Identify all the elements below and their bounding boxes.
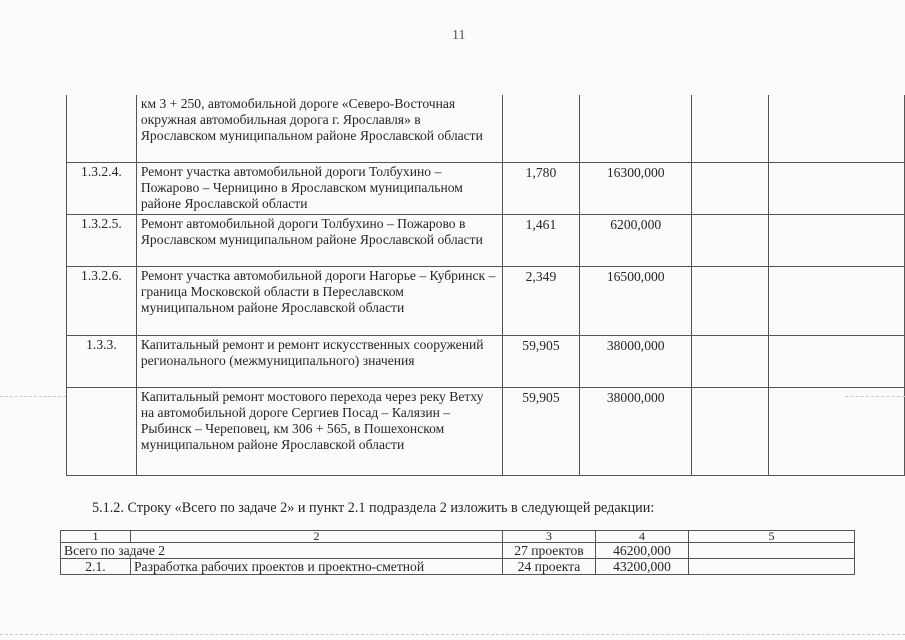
row-number xyxy=(67,387,137,475)
total-projects: 27 проектов xyxy=(503,543,596,559)
page-number: 11 xyxy=(452,28,466,43)
row-name: Ремонт автомобильной дороги Толбухино – Пожарово в Ярославском муниципальном районе Ярославской области xyxy=(136,214,502,266)
road-repair-table xyxy=(66,95,905,476)
table-row xyxy=(67,266,905,335)
row-name: Капитальный ремонт и ремонт искусственных сооружений регионального (межмуниципального) значения xyxy=(136,335,502,387)
column-header: 3 xyxy=(503,531,596,543)
row-number: 1.3.2.5. xyxy=(67,214,137,266)
row-empty-cell xyxy=(768,335,904,387)
table-row xyxy=(61,559,855,575)
row-empty-cell xyxy=(768,266,904,335)
row-empty-cell xyxy=(692,95,769,162)
row-cost: 16500,000 xyxy=(580,266,692,335)
row-cost: 16300,000 xyxy=(580,162,692,214)
scan-artifact-line xyxy=(0,396,66,397)
row-empty-cell xyxy=(768,95,904,162)
row-length: 1,780 xyxy=(502,162,580,214)
row-projects: 24 проекта xyxy=(503,559,596,575)
row-number: 1.3.2.4. xyxy=(67,162,137,214)
row-name: Ремонт участка автомобильной дороги Толбухино – Пожарово – Черницино в Ярославском муниципальном районе Ярославской области xyxy=(136,162,502,214)
row-number: 2.1. xyxy=(61,559,131,575)
total-label: Всего по задаче 2 xyxy=(61,543,503,559)
header-row xyxy=(61,531,855,543)
row-cost: 6200,000 xyxy=(580,214,692,266)
scan-artifact-line xyxy=(0,634,905,635)
column-header: 1 xyxy=(61,531,131,543)
empty-cell xyxy=(689,559,855,575)
row-cost: 43200,000 xyxy=(596,559,689,575)
row-empty-cell xyxy=(692,387,769,475)
total-cost: 46200,000 xyxy=(596,543,689,559)
scan-artifact-line xyxy=(845,396,905,397)
row-empty-cell xyxy=(768,387,904,475)
row-number: 1.3.3. xyxy=(67,335,137,387)
row-name: Капитальный ремонт мостового перехода через реку Ветху на автомобильной дороге Сергиев Посад – Калязин – Рыбинск – Череповец, км 306 + 565, в Пошехонском муниципальном районе Ярославской области xyxy=(136,387,502,475)
row-cost xyxy=(580,95,692,162)
table-row xyxy=(67,162,905,214)
row-length: 59,905 xyxy=(502,335,580,387)
table-row xyxy=(67,214,905,266)
row-number: 1.3.2.6. xyxy=(67,266,137,335)
row-length: 2,349 xyxy=(502,266,580,335)
row-name: Ремонт участка автомобильной дороги Нагорье – Кубринск – граница Московской области в Переславском муниципальном районе Ярославской области xyxy=(136,266,502,335)
table-row xyxy=(67,387,905,475)
row-empty-cell xyxy=(692,266,769,335)
row-empty-cell xyxy=(768,162,904,214)
row-name: км 3 + 250, автомобильной дороге «Северо-Восточная окружная автомобильная дорога г. Ярославля» в Ярославском муниципальном районе Ярославской области xyxy=(136,95,502,162)
row-empty-cell xyxy=(692,214,769,266)
table-row xyxy=(67,335,905,387)
row-cost: 38000,000 xyxy=(580,387,692,475)
column-header: 5 xyxy=(689,531,855,543)
row-length: 1,461 xyxy=(502,214,580,266)
table-row xyxy=(67,95,905,162)
empty-cell xyxy=(689,543,855,559)
task-summary-table xyxy=(60,530,855,575)
row-cost: 38000,000 xyxy=(580,335,692,387)
row-empty-cell xyxy=(692,335,769,387)
row-empty-cell xyxy=(768,214,904,266)
row-empty-cell xyxy=(692,162,769,214)
row-length xyxy=(502,95,580,162)
instruction-paragraph: 5.1.2. Строку «Всего по задаче 2» и пункт 2.1 подраздела 2 изложить в следующей редакции: xyxy=(92,500,655,516)
column-header: 4 xyxy=(596,531,689,543)
row-length: 59,905 xyxy=(502,387,580,475)
row-number xyxy=(67,95,137,162)
column-header: 2 xyxy=(131,531,503,543)
total-row xyxy=(61,543,855,559)
row-name: Разработка рабочих проектов и проектно-сметной xyxy=(131,559,503,575)
